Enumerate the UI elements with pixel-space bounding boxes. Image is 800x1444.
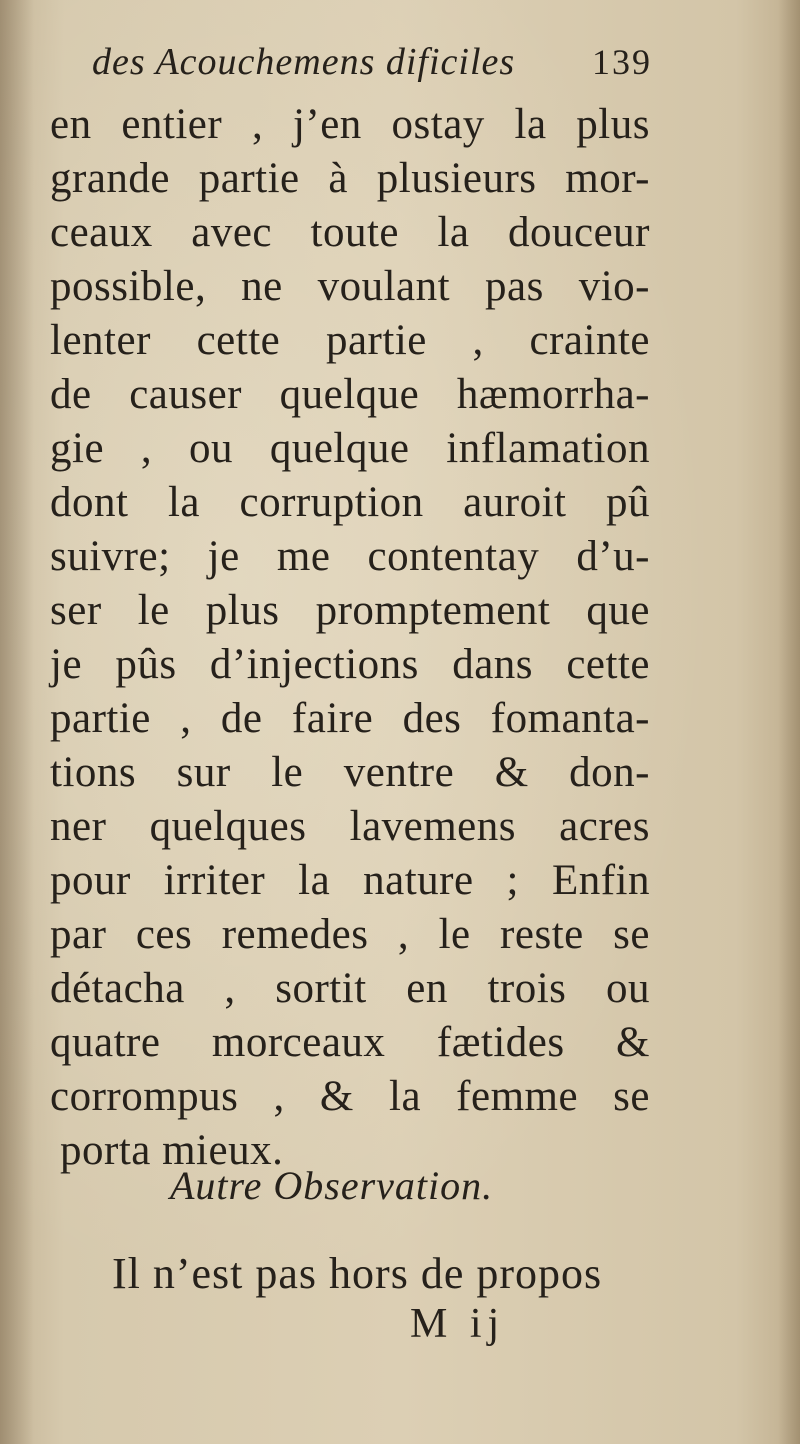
text-line: ser le plus promptement que [50, 587, 650, 634]
page-number: 139 [592, 42, 652, 82]
page-header [92, 40, 652, 100]
signature-mark: M ij [410, 1301, 506, 1347]
text-line: par ces remedes , le reste se [50, 911, 650, 958]
section-heading: Autre Observation. [170, 1163, 494, 1208]
text-line: corrompus , & la femme se [50, 1073, 650, 1120]
text-line: partie , de faire des fomanta- [50, 695, 650, 742]
text-line: suivre; je me contentay d’u- [50, 533, 650, 580]
text-line: possible, ne voulant pas vio- [50, 263, 650, 310]
text-line: détacha , sortit en trois ou [50, 965, 650, 1012]
running-head: des Acouchemens dificiles [92, 41, 516, 83]
gutter-shadow [0, 0, 34, 1444]
text-line: Il n’est pas hors de propos [112, 1249, 603, 1298]
text-line: porta mieux. [60, 1127, 284, 1174]
text-line: quatre morceaux fætides & [50, 1019, 650, 1066]
text-line: en entier , j’en ostay la plus [50, 101, 650, 148]
text-line: ner quelques lavemens acres [50, 803, 650, 850]
text-line: de causer quelque hæmorrha- [50, 371, 650, 418]
text-line: gie , ou quelque inflamation [50, 425, 650, 472]
text-line: grande partie à plusieurs mor- [50, 155, 650, 202]
text-line: je pûs d’injections dans cette [50, 641, 650, 688]
text-line: tions sur le ventre & don- [50, 749, 650, 796]
text-line: dont la corruption auroit pû [50, 479, 650, 526]
text-line: pour irriter la nature ; Enfin [50, 857, 650, 904]
body-text [50, 98, 650, 1178]
page-edge-shadow [778, 0, 800, 1444]
text-line: lenter cette partie , crainte [50, 317, 650, 364]
text-line: ceaux avec toute la douceur [50, 209, 650, 256]
